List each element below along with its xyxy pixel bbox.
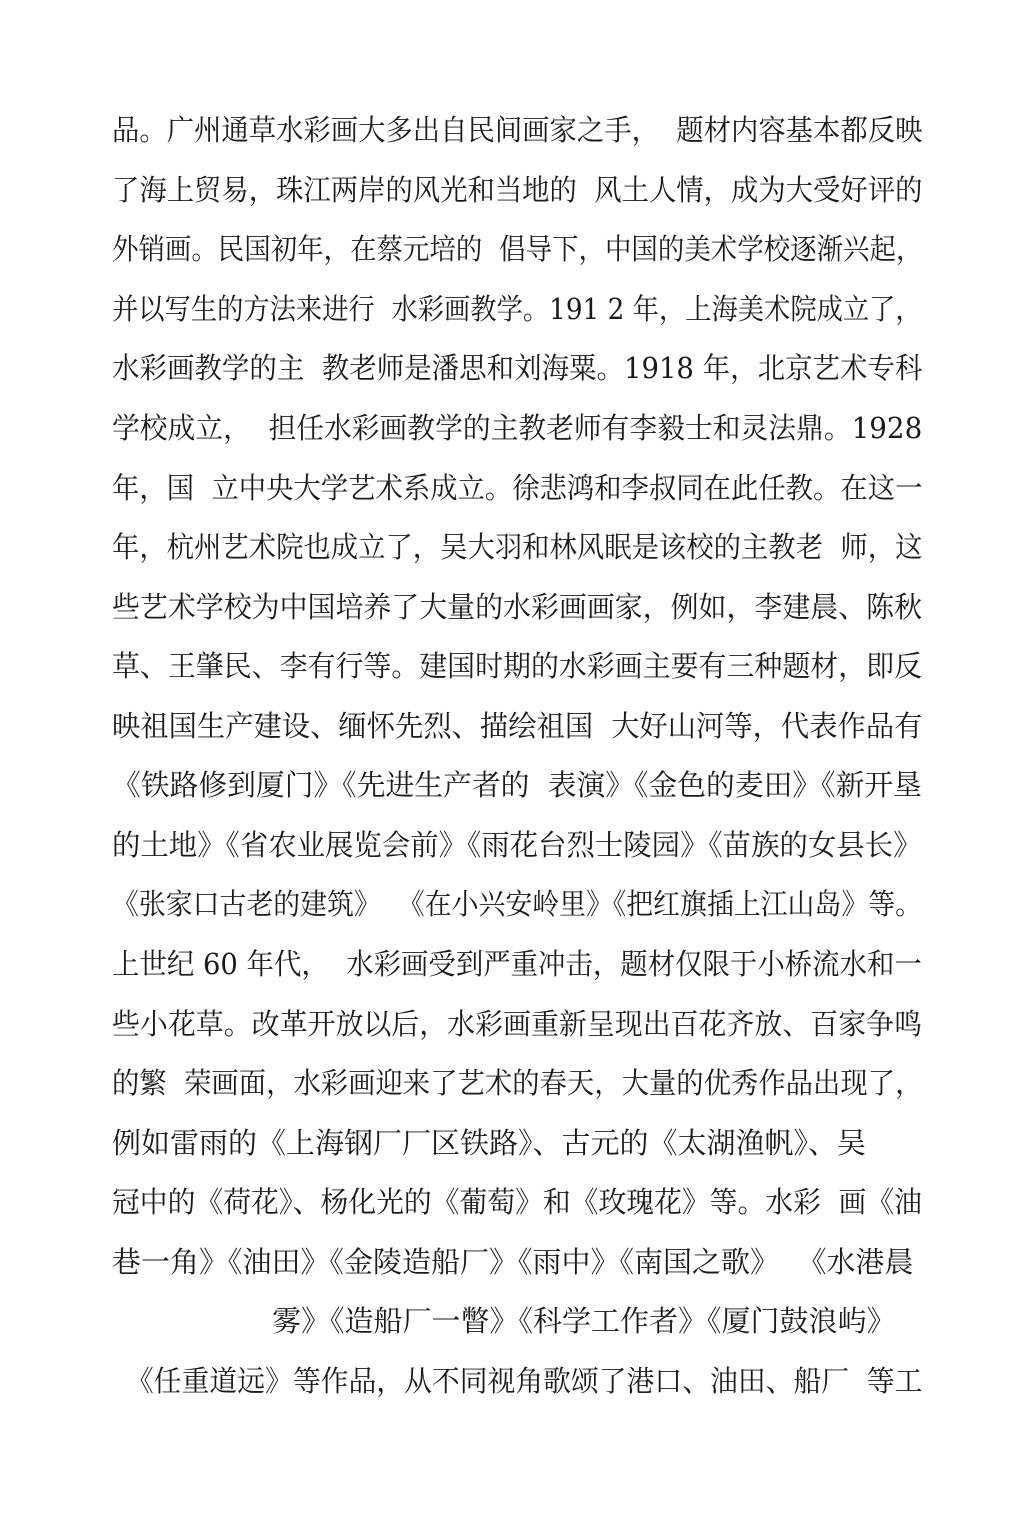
text-line-11: 映祖国生产建设、缅怀先烈、描绘祖国 大好山河等，代表作品有 — [112, 709, 923, 743]
text-line-5: 水彩画教学的主 教老师是潘思和刘海粟。1918 年，北京艺术专科 — [112, 351, 923, 385]
text-line-7: 年，国 立中央大学艺术系成立。徐悲鸿和李叔同在此任教。在这一 — [112, 471, 923, 505]
text-line-16: 些小花草。改革开放以后，水彩画重新呈现出百花齐放、百家争鸣 — [112, 1007, 923, 1041]
text-line-21: 雾》《造船厂一瞥》《科学工作者》《厦门鼓浪屿》 — [272, 1304, 896, 1338]
text-line-6: 学校成立， 担任水彩画教学的主教老师有李毅士和灵法鼎。1928 — [112, 411, 923, 445]
text-line-19: 冠中的《荷花》、杨化光的《葡萄》和《玫瑰花》等。水彩 画《油 — [112, 1185, 922, 1219]
text-line-13: 的土地》《省农业展览会前》《雨花台烈士陵园》《苗族的女县长》 — [112, 828, 922, 862]
text-line-8: 年，杭州艺术院也成立了，吴大羽和林风眠是该校的主教老 师，这 — [112, 530, 923, 564]
text-line-1: 品。广州通草水彩画大多出自民间画家之手， 题材内容基本都反映 — [112, 113, 923, 147]
text-line-15: 上世纪 60 年代， 水彩画受到严重冲击，题材仅限于小桥流水和一 — [112, 947, 922, 981]
text-line-22: 《任重道远》等作品，从不同视角歌颂了港口、油田、船厂 等工 — [126, 1364, 923, 1398]
text-line-9: 些艺术学校为中国培养了大量的水彩画画家，例如，李建晨、陈秋 — [112, 590, 923, 624]
text-line-4: 并以写生的方法来进行 水彩画教学。191 2 年，上海美术院成立了， — [112, 292, 922, 326]
text-line-14: 《张家口古老的建筑》 《在小兴安岭里》《把红旗插上江山岛》等。 — [112, 887, 922, 921]
text-line-12: 《铁路修到厦门》《先进生产者的 表演》《金色的麦田》《新开垦 — [112, 768, 922, 802]
text-line-17: 的繁 荣画面，水彩画迎来了艺术的春天，大量的优秀作品出现了， — [112, 1066, 923, 1100]
text-line-18: 例如雷雨的《上海钢厂厂区铁路》、古元的《太湖渔帆》、吴 — [112, 1126, 867, 1160]
text-line-20: 巷一角》《油田》《金陵造船厂》《雨中》《南国之歌》 《水港晨 — [112, 1245, 914, 1279]
text-line-2: 了海上贸易，珠江两岸的风光和当地的 风土人情，成为大受好评的 — [112, 173, 923, 207]
text-line-10: 草、王肇民、李有行等。建国时期的水彩画主要有三种题材，即反 — [112, 649, 923, 683]
text-line-3: 外销画。民国初年，在蔡元培的 倡导下，中国的美术学校逐渐兴起， — [112, 232, 923, 266]
